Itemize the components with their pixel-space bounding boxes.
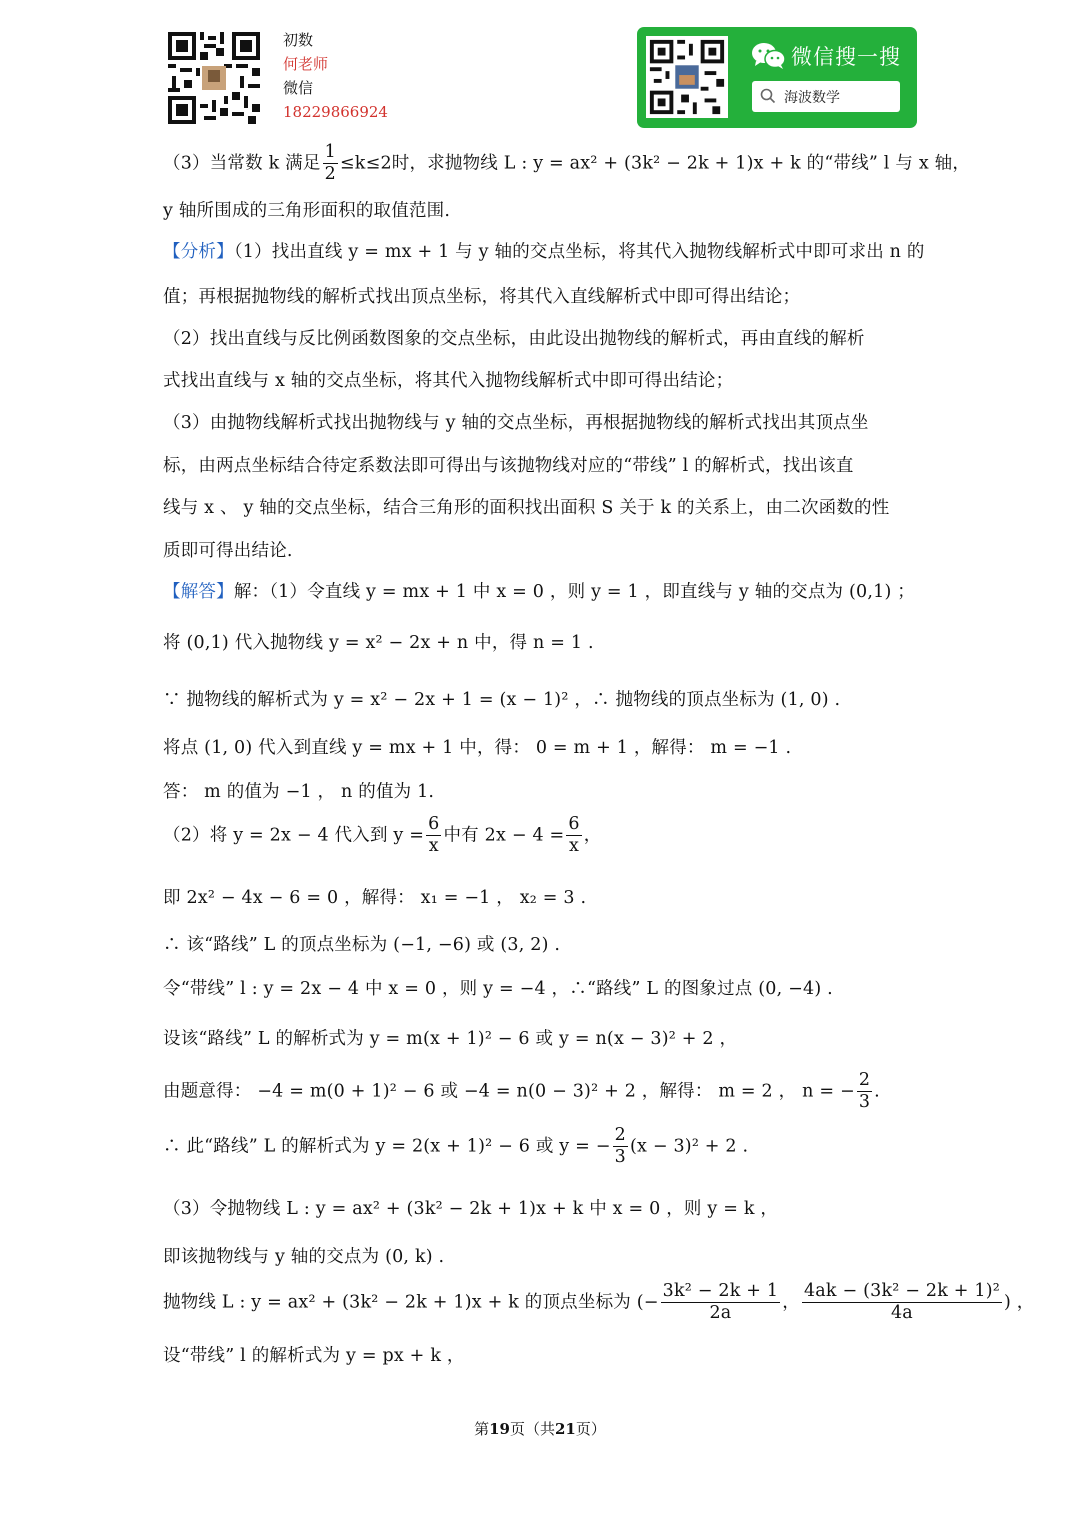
wechat-search-title: 微信搜一搜 xyxy=(791,45,901,69)
denominator: x xyxy=(428,836,439,857)
numerator: 4ak − (3k² − 2k + 1)² xyxy=(802,1282,1002,1303)
footer-middle: 页（共 xyxy=(509,1420,555,1438)
text-span: ≤k≤2时，求抛物线 L : y = ax² + (3k² − 2k + 1)x + k 的“带线” l 与 x 轴， xyxy=(339,153,971,174)
text-span: . xyxy=(874,1081,880,1102)
teacher-qr-code xyxy=(168,32,260,124)
solution-line-9: 设该“路线” L 的解析式为 y = m(x + 1)² − 6 或 y = n(x − 3)² + 2 ， xyxy=(163,1029,738,1049)
denominator: 2 xyxy=(324,164,336,185)
wechat-logo-icon xyxy=(751,41,787,75)
denominator: x xyxy=(569,836,580,857)
solution-line-12: （3）令抛物线 L : y = ax² + (3k² − 2k + 1)x + k 中 x = 0 ，则 y = k ， xyxy=(163,1199,779,1219)
text-span: 解：（1）令直线 y = mx + 1 中 x = 0 ，则 y = 1 ，即直线与 y 轴的交点为 (0,1) ； xyxy=(233,582,915,602)
page-footer xyxy=(0,1418,1080,1439)
text-span: （1）找出直线 y = mx + 1 与 y 轴的交点坐标，将其代入抛物线解析式中即可求出 n 的 xyxy=(233,242,925,262)
qr-code-image xyxy=(168,32,260,124)
denominator: 3 xyxy=(858,1092,871,1113)
solution-line-4: 答： m 的值为 −1 ， n 的值为 1. xyxy=(163,782,435,802)
solution-line-10 xyxy=(163,1071,880,1113)
wechat-search-box[interactable] xyxy=(752,81,900,112)
solution-line-5 xyxy=(163,815,601,857)
fraction xyxy=(802,1282,1002,1324)
fraction xyxy=(323,143,338,185)
header-teacher-name: 何老师 xyxy=(283,55,329,73)
text-span: ， xyxy=(782,1292,800,1313)
wechat-search-text: 海波数学 xyxy=(784,90,840,106)
numerator: 3k² − 2k + 1 xyxy=(661,1282,781,1303)
numerator: 6 xyxy=(426,815,441,836)
text-span: 中有 2x − 4 = xyxy=(443,825,565,846)
fraction xyxy=(566,815,581,857)
numerator: 2 xyxy=(613,1126,628,1147)
fraction xyxy=(857,1071,872,1113)
analysis-line-3: （2）找出直线与反比例函数图象的交点坐标，由此设出抛物线的解析式，再由直线的解析 xyxy=(163,329,865,349)
analysis-line-1 xyxy=(163,238,925,263)
solution-line-15: 设“带线” l 的解析式为 y = px + k ， xyxy=(163,1346,465,1366)
numerator: 6 xyxy=(566,815,581,836)
text-span: ， xyxy=(583,825,602,846)
text-span: 由题意得： −4 = m(0 + 1)² − 6 或 −4 = n(0 − 3)² + 2 ，解得： m = 2 ， n = − xyxy=(163,1081,855,1102)
denominator: 4a xyxy=(890,1303,913,1324)
page-number: 19 xyxy=(489,1420,510,1438)
footer-suffix: 页） xyxy=(575,1420,606,1438)
solution-line-13: 即该抛物线与 y 轴的交点为 (0, k) . xyxy=(163,1247,445,1267)
solution-line-6: 即 2x² − 4x − 6 = 0 ，解得： x₁ = −1 ， x₂ = 3 . xyxy=(163,888,587,908)
total-pages: 21 xyxy=(555,1420,576,1438)
teacher-contact xyxy=(283,28,388,124)
text-span: （2）将 y = 2x − 4 代入到 y = xyxy=(163,825,425,846)
denominator: 2a xyxy=(709,1303,732,1324)
analysis-line-4: 式找出直线与 x 轴的交点坐标，将其代入抛物线解析式中即可得出结论； xyxy=(163,371,734,391)
fraction xyxy=(613,1126,628,1168)
analysis-tag: 【分析】 xyxy=(163,242,234,262)
analysis-line-5: （3）由抛物线解析式找出抛物线与 y 轴的交点坐标，再根据抛物线的解析式找出其顶点坐 xyxy=(163,413,869,433)
wechat-qr-code xyxy=(646,36,728,118)
header-subject: 初数 xyxy=(283,31,314,49)
header-phone: 18229866924 xyxy=(283,103,388,121)
text-span: （3）当常数 k 满足 xyxy=(163,153,321,174)
numerator: 1 xyxy=(323,143,338,164)
search-icon xyxy=(760,88,776,104)
solution-line-14 xyxy=(163,1282,1034,1324)
analysis-line-2: 值；再根据抛物线的解析式找出顶点坐标，将其代入直线解析式中即可得出结论； xyxy=(163,287,801,307)
denominator: 3 xyxy=(614,1147,626,1168)
text-span: ∴ 此“路线” L 的解析式为 y = 2(x + 1)² − 6 或 y = − xyxy=(163,1136,611,1157)
solution-line-2: ∵ 抛物线的解析式为 y = x² − 2x + 1 = (x − 1)² ，∴ 抛物线的顶点坐标为 (1, 0) . xyxy=(163,690,841,710)
footer-prefix: 第 xyxy=(474,1420,490,1438)
solution-line-1: 将 (0,1) 代入抛物线 y = x² − 2x + n 中，得 n = 1 . xyxy=(163,633,594,653)
question-3-line-2: y 轴所围成的三角形面积的取值范围. xyxy=(163,201,451,221)
solution-line-11 xyxy=(163,1126,748,1168)
numerator: 2 xyxy=(857,1071,872,1092)
solution-line-3: 将点 (1, 0) 代入到直线 y = mx + 1 中，得： 0 = m + 1 ，解得： m = −1 . xyxy=(163,738,792,758)
solution-line-8: 令“带线” l : y = 2x − 4 中 x = 0 ，则 y = −4 ，∴“路线” L 的图象过点 (0, −4) . xyxy=(163,979,833,999)
answer-line-1 xyxy=(163,578,915,603)
text-span: 抛物线 L : y = ax² + (3k² − 2k + 1)x + k 的顶点坐标为 (− xyxy=(163,1292,659,1313)
fraction xyxy=(661,1282,781,1324)
header-wechat-label: 微信 xyxy=(283,79,314,97)
wechat-qr-image xyxy=(646,36,728,118)
analysis-line-8: 质即可得出结论. xyxy=(163,541,293,561)
answer-tag: 【解答】 xyxy=(163,582,234,602)
analysis-line-6: 标，由两点坐标结合待定系数法即可得出与该抛物线对应的“带线” l 的解析式，找出该直 xyxy=(163,456,854,476)
fraction xyxy=(426,815,441,857)
wechat-search-banner[interactable] xyxy=(637,27,917,128)
analysis-line-7: 线与 x 、 y 轴的交点坐标，结合三角形的面积找出面积 S 关于 k 的关系上，由二次函数的性 xyxy=(163,498,890,518)
solution-line-7: ∴ 该“路线” L 的顶点坐标为 (−1, −6) 或 (3, 2) . xyxy=(163,935,561,955)
question-3-line-1 xyxy=(163,143,970,185)
text-span: (x − 3)² + 2 . xyxy=(629,1136,749,1157)
text-span: ) ， xyxy=(1003,1292,1035,1313)
